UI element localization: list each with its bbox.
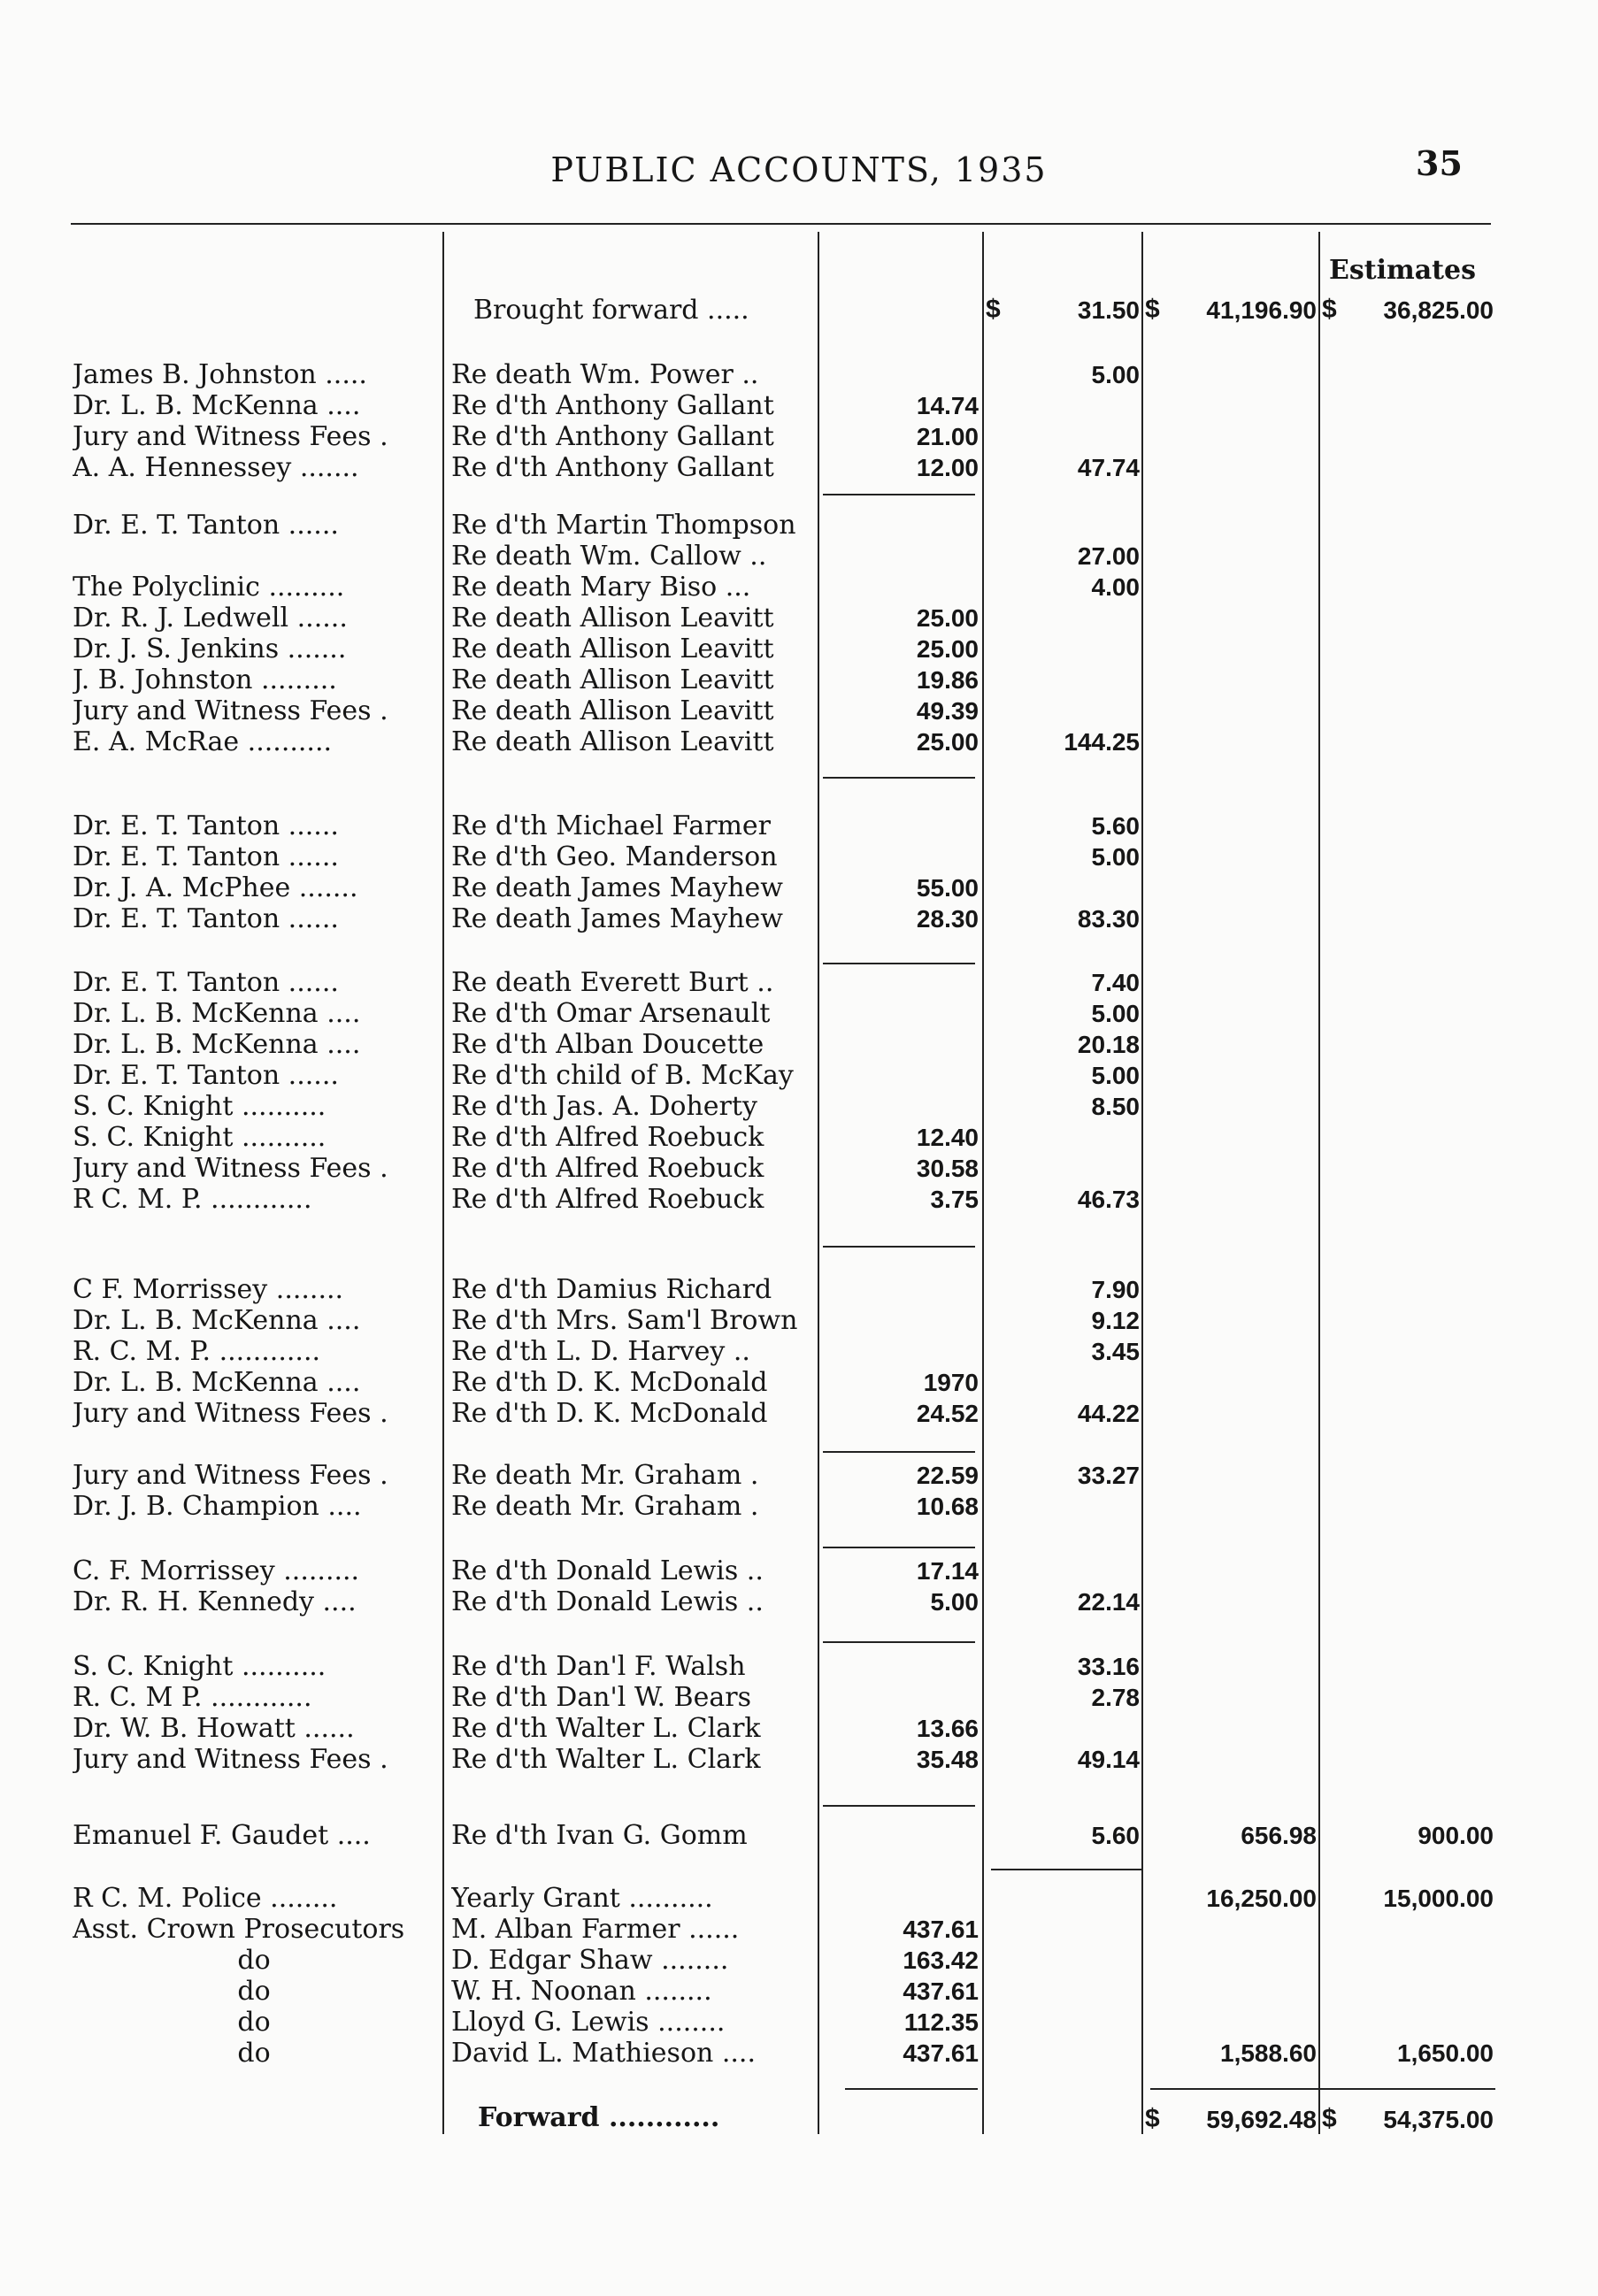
currency-symbol: $ [1145,295,1160,324]
ledger-description: Re d'th Ivan G. Gomm [451,1820,748,1851]
brought-forward-col2: 31.50 [1077,296,1140,324]
top-rule [71,223,1491,225]
ledger-amount-subtotal: 22.14 [1077,1588,1140,1616]
ledger-description: Re d'th Alfred Roebuck [451,1184,764,1215]
ledger-amount-detail: 1970 [923,1369,979,1396]
ledger-description: Re d'th Alfred Roebuck [451,1153,764,1184]
subtotal-rule [823,494,975,495]
ledger-name: S. C. Knight .......... [73,1122,327,1153]
ledger-amount-detail: 10.68 [916,1493,979,1520]
ledger-description: Re death Mr. Graham . [451,1491,759,1522]
ledger-description: Re d'th L. D. Harvey .. [451,1336,750,1367]
forward-col3: 59,692.48 [1206,2106,1317,2133]
ledger-name: Dr. E. T. Tanton ...... [73,967,339,998]
ledger-description: Re d'th Dan'l W. Bears [451,1682,751,1713]
ledger-name: Dr. E. T. Tanton ...... [73,1060,339,1091]
ledger-name: J. B. Johnston ......... [73,664,337,695]
forward-col4: 54,375.00 [1383,2106,1494,2133]
ledger-amount-detail: 163.42 [903,1947,979,1974]
ledger-description: Re death Allison Leavitt [451,634,774,664]
ledger-amount-detail: 55.00 [916,874,979,902]
ledger-amount-subtotal: 7.40 [1091,969,1140,996]
ledger-amount-subtotal: 144.25 [1064,728,1140,756]
ledger-description: Re death Allison Leavitt [451,695,774,726]
ledger-amount-detail: 437.61 [903,1916,979,1943]
ledger-name: Dr. R. H. Kennedy .... [73,1586,357,1617]
ledger-name: Jury and Witness Fees . [73,1153,388,1184]
ledger-description: Re death Wm. Callow .. [451,541,767,572]
ledger-name: Dr. E. T. Tanton ...... [73,841,339,872]
ledger-description: Re d'th child of B. McKay [451,1060,794,1091]
total-rule [1150,2088,1495,2090]
ledger-name: A. A. Hennessey ....... [73,452,359,483]
ledger-name: C F. Morrissey ........ [73,1274,344,1305]
ledger-description: Lloyd G. Lewis ........ [451,2007,726,2038]
brought-forward-col3: 41,196.90 [1206,296,1317,324]
ledger-name: James B. Johnston ..... [73,359,367,390]
ledger-description: Re d'th Anthony Gallant [451,390,774,421]
ledger-name: R. C. M P. ............ [73,1682,312,1713]
ledger-amount-subtotal: 46.73 [1077,1186,1140,1213]
ledger-name: R. C. M. P. ............ [73,1336,321,1367]
column-rule-amt3 [1318,232,1320,2134]
ledger-description: Yearly Grant .......... [451,1883,713,1914]
ledger-amount-subtotal: 5.00 [1091,1000,1140,1027]
ledger-description: Re d'th Anthony Gallant [451,421,774,452]
ledger-description: Re death Allison Leavitt [451,726,774,757]
ledger-name: Dr. E. T. Tanton ...... [73,810,339,841]
ledger-amount-subtotal: 5.00 [1091,361,1140,388]
currency-symbol: $ [1322,2104,1337,2133]
ledger-description: D. Edgar Shaw ........ [451,1945,729,1976]
ledger-name: Dr. J. B. Champion .... [73,1491,362,1522]
subtotal-rule [823,1451,975,1453]
page-number: 35 [1416,143,1463,183]
ledger-description: Re d'th Alfred Roebuck [451,1122,764,1153]
ledger-amount-detail: 17.14 [916,1557,979,1585]
ledger-amount-detail: 12.00 [916,454,979,481]
ledger-description: Re death Allison Leavitt [451,664,774,695]
ledger-amount-total: 1,588.60 [1220,2039,1317,2067]
ledger-description: Re death James Mayhew [451,872,783,903]
ledger-name: Dr. J. A. McPhee ....... [73,872,358,903]
ledger-amount-subtotal: 2.78 [1091,1684,1140,1711]
ledger-amount-subtotal: 33.16 [1077,1653,1140,1680]
ledger-name: R C. M. P. ............ [73,1184,312,1215]
ledger-amount-subtotal: 83.30 [1077,905,1140,933]
ledger-name: Dr. E. T. Tanton ...... [73,510,339,541]
ledger-description: Re d'th Anthony Gallant [451,452,774,483]
subtotal-rule [823,1246,975,1248]
ledger-amount-detail: 13.66 [916,1715,979,1742]
ledger-name: Jury and Witness Fees . [73,1398,388,1429]
ledger-amount-detail: 19.86 [916,666,979,694]
ledger-name: Dr. R. J. Ledwell ...... [73,603,348,634]
ledger-description: W. H. Noonan ........ [451,1976,712,2007]
ledger-amount-detail: 25.00 [916,728,979,756]
ledger-name: R C. M. Police ........ [73,1883,338,1914]
ledger-description: Re death Mary Biso ... [451,572,751,603]
ledger-description: Re d'th Martin Thompson [451,510,796,541]
ledger-name: do [237,1976,271,2007]
ledger-amount-subtotal: 20.18 [1077,1031,1140,1058]
ledger-amount-detail: 112.35 [903,2008,979,2036]
ledger-amount-subtotal: 9.12 [1091,1307,1140,1334]
ledger-description: Re d'th Omar Arsenault [451,998,771,1029]
ledger-name: Dr. E. T. Tanton ...... [73,903,339,934]
page-header [0,143,1598,203]
ledger-description: Re d'th D. K. McDonald [451,1367,768,1398]
ledger-name: E. A. McRae .......... [73,726,333,757]
ledger-description: Re d'th Walter L. Clark [451,1713,761,1744]
ledger-amount-detail: 437.61 [903,2039,979,2067]
ledger-name: S. C. Knight .......... [73,1651,327,1682]
ledger-name: Jury and Witness Fees . [73,695,388,726]
ledger-amount-estimate: 15,000.00 [1383,1885,1494,1912]
ledger-amount-estimate: 1,650.00 [1397,2039,1494,2067]
ledger-description: Re d'th Jas. A. Doherty [451,1091,757,1122]
ledger-name: The Polyclinic ......... [73,572,345,603]
ledger-name: Jury and Witness Fees . [73,1460,388,1491]
ledger-amount-detail: 3.75 [930,1186,979,1213]
ledger-amount-total: 16,250.00 [1206,1885,1317,1912]
ledger-name: Dr. J. S. Jenkins ....... [73,634,347,664]
ledger-description: Re d'th Michael Farmer [451,810,771,841]
estimates-header: Estimates [1328,255,1476,286]
ledger-amount-subtotal: 8.50 [1091,1093,1140,1120]
column-rule-name [442,232,444,2134]
ledger-name: Emanuel F. Gaudet .... [73,1820,371,1851]
ledger-name: Dr. L. B. McKenna .... [73,390,361,421]
ledger-description: M. Alban Farmer ...... [451,1914,740,1945]
ledger-name: do [237,2007,271,2038]
ledger-description: Re death Mr. Graham . [451,1460,759,1491]
ledger-amount-detail: 22.59 [916,1462,979,1489]
ledger-amount-subtotal: 7.90 [1091,1276,1140,1303]
ledger-description: Re d'th Geo. Manderson [451,841,778,872]
ledger-description: Re d'th Donald Lewis .. [451,1586,764,1617]
forward-label: Forward ............ [478,2102,720,2133]
ledger-description: Re d'th Walter L. Clark [451,1744,761,1775]
ledger-name: Dr. L. B. McKenna .... [73,998,361,1029]
ledger-name: Dr. W. B. Howatt ...... [73,1713,355,1744]
ledger-description: David L. Mathieson .... [451,2038,757,2069]
ledger-amount-subtotal: 5.60 [1091,1822,1140,1849]
subtotal-rule [823,777,975,779]
ledger-amount-detail: 28.30 [916,905,979,933]
page-title: PUBLIC ACCOUNTS, 1935 [550,150,1048,189]
column-rule-desc [818,232,819,2134]
ledger-description: Re death Allison Leavitt [451,603,774,634]
currency-symbol: $ [986,295,1001,324]
ledger-amount-total: 656.98 [1241,1822,1317,1849]
ledger-description: Re death James Mayhew [451,903,783,934]
ledger-description: Re d'th Dan'l F. Walsh [451,1651,746,1682]
ledger-description: Re d'th D. K. McDonald [451,1398,768,1429]
ledger-amount-detail: 49.39 [916,697,979,725]
subtotal-rule [823,1641,975,1643]
ledger-name: C. F. Morrissey ......... [73,1555,360,1586]
ledger-amount-subtotal: 5.00 [1091,1062,1140,1089]
column-rule-amt1 [982,232,984,2134]
ledger-name: do [237,1945,271,1976]
ledger-description: Re d'th Alban Doucette [451,1029,764,1060]
ledger-description: Re death Everett Burt .. [451,967,774,998]
ledger-amount-subtotal: 33.27 [1077,1462,1140,1489]
subtotal-rule [823,963,975,964]
ledger-name: Dr. L. B. McKenna .... [73,1367,361,1398]
ledger-amount-detail: 35.48 [916,1746,979,1773]
ledger-name: S. C. Knight .......... [73,1091,327,1122]
ledger-amount-detail: 21.00 [916,423,979,450]
ledger-name: Asst. Crown Prosecutors [73,1914,405,1945]
ledger-name: do [237,2038,271,2069]
ledger-description: Re d'th Damius Richard [451,1274,772,1305]
ledger-amount-subtotal: 27.00 [1077,542,1140,570]
subtotal-rule [991,1869,1141,1870]
ledger-amount-detail: 25.00 [916,635,979,663]
ledger-amount-detail: 437.61 [903,1977,979,2005]
ledger-description: Re d'th Mrs. Sam'l Brown [451,1305,798,1336]
brought-forward-col4: 36,825.00 [1383,296,1494,324]
ledger-name: Dr. L. B. McKenna .... [73,1029,361,1060]
subtotal-rule [823,1805,975,1807]
ledger-amount-detail: 30.58 [916,1155,979,1182]
subtotal-rule [823,1547,975,1548]
ledger-amount-subtotal: 5.00 [1091,843,1140,871]
ledger-amount-subtotal: 47.74 [1077,454,1140,481]
ledger-amount-subtotal: 44.22 [1077,1400,1140,1427]
total-rule [845,2088,978,2090]
ledger-amount-subtotal: 4.00 [1091,573,1140,601]
ledger-name: Dr. L. B. McKenna .... [73,1305,361,1336]
ledger-amount-detail: 5.00 [930,1588,979,1616]
column-rule-amt2 [1141,232,1143,2134]
ledger-amount-estimate: 900.00 [1417,1822,1494,1849]
ledger-amount-subtotal: 5.60 [1091,812,1140,840]
currency-symbol: $ [1145,2104,1160,2133]
ledger-description: Re d'th Donald Lewis .. [451,1555,764,1586]
ledger-description: Re death Wm. Power .. [451,359,759,390]
ledger-amount-detail: 25.00 [916,604,979,632]
ledger-amount-detail: 12.40 [916,1124,979,1151]
currency-symbol: $ [1322,295,1337,324]
ledger-amount-detail: 24.52 [916,1400,979,1427]
ledger-name: Jury and Witness Fees . [73,421,388,452]
ledger-amount-subtotal: 3.45 [1091,1338,1140,1365]
ledger-name: Jury and Witness Fees . [73,1744,388,1775]
ledger-amount-detail: 14.74 [916,392,979,419]
ledger-amount-subtotal: 49.14 [1077,1746,1140,1773]
brought-forward-label: Brought forward ..... [473,295,749,326]
